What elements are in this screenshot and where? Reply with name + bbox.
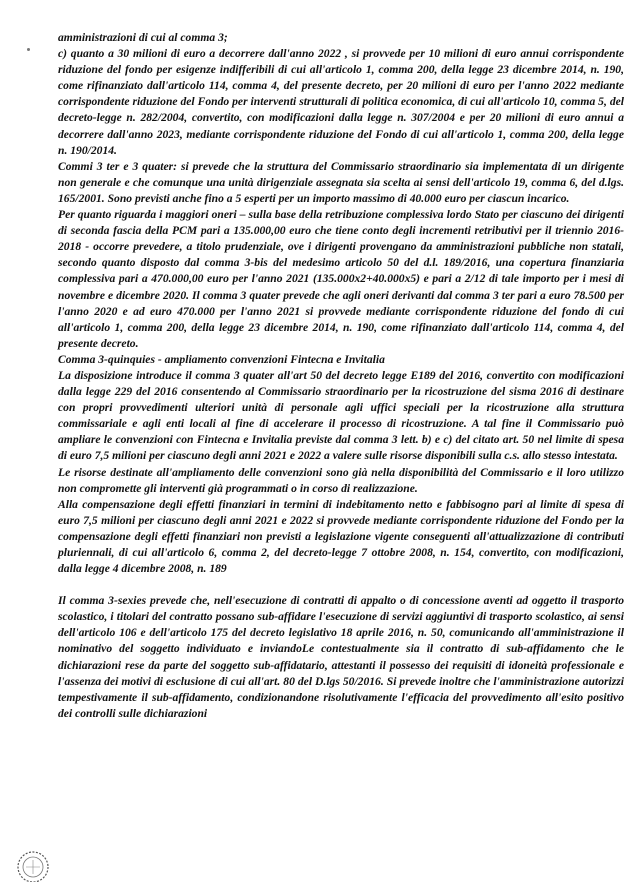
document-page bbox=[58, 30, 624, 722]
official-stamp-icon bbox=[14, 848, 52, 882]
paragraph-risorse: Le risorse destinate all'ampliamento delle convenzioni sono già nella disponibilità del Commissario e il loro utilizzo non compromette gli interventi già programmati o in corso di realizzazione. bbox=[58, 465, 624, 495]
paragraph-disposizione: La disposizione introduce il comma 3 quater all'art 50 del decreto legge E189 del 2016, convertito con modificazioni dalla legge 229 del 2016 consentendo al Commissario straordinario per la ricostruzione del sisma 2016 di destinare con propri provvedimenti ulteriori unità di personale agli uffici speciali per la ricostruzione alla struttura commissariale e agli enti locali al fine di accelerare il processo di ricostruzione. A tal fine il Commissario può ampliare le convenzioni con Fintecna e Invitalia previste dal comma 3 lett. b) e c) del citato art. 50 nel limite di spesa di euro 7,5 milioni per ciascuno degli anni 2021 e 2022 a valere sulle risorse disponibili sulla c.s. allo stesso intestata. bbox=[58, 368, 624, 463]
paragraph-maggiori-oneri: Per quanto riguarda i maggiori oneri – sulla base della retribuzione complessiva lordo Stato per ciascuno dei dirigenti di seconda fascia della PCM pari a 135.000,00 euro che tiene conto degli incrementi retributivi per il triennio 2016-2018 - occorre prevedere, a titolo prudenziale, ove i dirigenti provengano da amministrazioni pubbliche non statali, secondo quanto disposto dal comma 3-bis del medesimo articolo 50 del d.l. 189/2016, una copertura finanziaria complessiva pari a 470.000,00 euro per l'anno 2021 (135.000x2+40.000x5) e pari a 2/12 di tale importo per i mesi di novembre e dicembre 2020. Il comma 3 quater prevede che agli oneri derivanti dal comma 3 ter pari a euro 78.500 per l'anno 2020 e ad euro 470.000 per l'anno 2021 si provvede mediante corrispondente riduzione del fondo di cui all'articolo 1, comma 200, della legge 23 dicembre 2014, n. 190, come rifinanziato dall'articolo 114, comma 4, del presente decreto. bbox=[58, 208, 624, 350]
paragraph-gap bbox=[58, 577, 624, 593]
paragraph-compensazione: Alla compensazione degli effetti finanziari in termini di indebitamento netto e fabbisogno pari al limite di spesa di euro 7,5 milioni per ciascuno degli anni 2021 e 2022 si provvede mediante corrispondente riduzione del Fondo per la compensazione degli effetti finanziari non previsti a legislazione vigente conseguenti all'attualizzazione di contributi pluriennali, di cui all'articolo 6, comma 2, del decreto-legge 7 ottobre 2008, n. 154, convertito, con modificazioni, dalla legge 4 dicembre 2008, n. 189 bbox=[58, 497, 624, 576]
heading-comma-3-quinquies: Comma 3-quinquies - ampliamento convenzioni Fintecna e Invitalia bbox=[58, 352, 385, 366]
margin-dot bbox=[27, 48, 30, 51]
paragraph-c: c) quanto a 30 milioni di euro a decorrere dall'anno 2022 , si provvede per 10 milioni di euro annui corrispondente riduzione del fondo per esigenze indifferibili di cui all'articolo 1, comma 200, della legge 23 dicembre 2014, n. 190, come rifinanziato dall'articolo 114, comma 4, del presente decreto, per 20 milioni di euro per l'anno 2022 mediante corrispondente riduzione del Fondo per interventi strutturali di politica economica, di cui all'articolo 10, comma 5, del decreto-legge n. 282/2004, convertito, con modificazioni dalla legge n. 307/2004 e per 20 milioni di euro annui a decorrere dall'anno 2023, mediante corrispondente riduzione del Fondo di cui all'articolo 1, comma 200, della legge n. 190/2014. bbox=[58, 47, 624, 157]
paragraph-comma-3-sexies: Il comma 3-sexies prevede che, nell'esecuzione di contratti di appalto o di concessione aventi ad oggetto il trasporto scolastico, i titolari del contratto possano sub-affidare l'esecuzione di servizi aggiuntivi di trasporto scolastico, ai sensi dell'articolo 106 e dell'articolo 175 del decreto legislativo 18 aprile 2016, n. 50, comunicando all'amministrazione il nominativo del soggetto individuato e inviandoLe contestualmente sia il contratto di sub-affidamento che le dichiarazioni rese da parte del soggetto sub-affidatario, attestanti il possesso dei requisiti di idoneità professionale e l'assenza dei motivi di esclusione di cui all'art. 80 del D.lgs 50/2016. Si prevede inoltre che l'amministrazione autorizzi tempestivamente il sub-affidamento, condizionandone risolutivamente l'efficacia del provvedimento all'esito positivo dei controlli sulle dichiarazioni bbox=[58, 594, 624, 720]
paragraph-commi-3ter-3quater: Commi 3 ter e 3 quater: si prevede che la struttura del Commissario straordinario sia implementata di un dirigente non generale e che comunque una unità dirigenziale assegnata sia scelta ai sensi dell'articolo 19, comma 6, del d.lgs. 165/2001. Sono previsti anche fino a 5 esperti per un importo massimo di 40.000 euro per ciascun incarico. bbox=[58, 159, 624, 205]
paragraph-intro: amministrazioni di cui al comma 3; bbox=[58, 31, 228, 44]
